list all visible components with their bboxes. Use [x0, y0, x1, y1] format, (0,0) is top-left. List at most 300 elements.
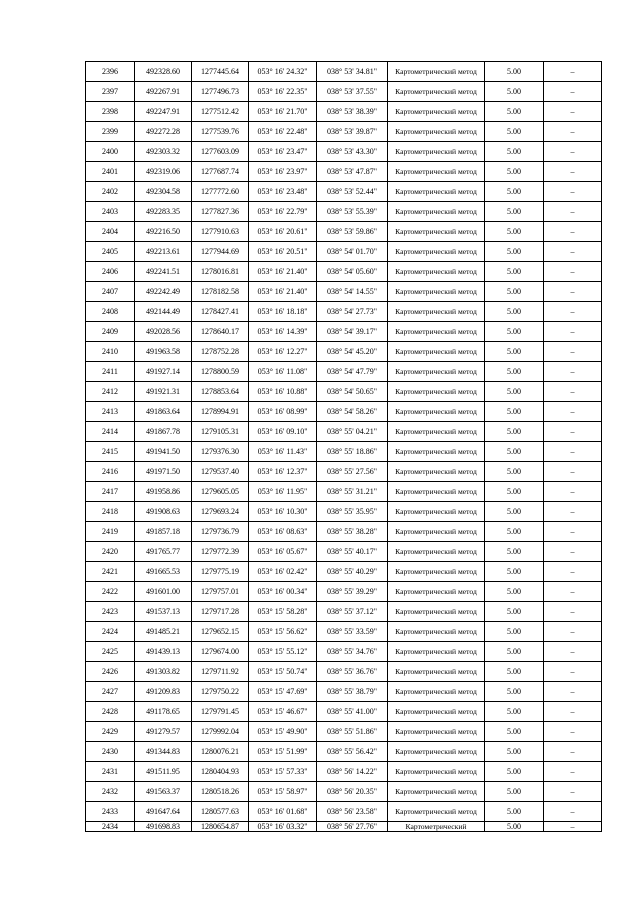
- y-coordinate-cell: 1277512.42: [192, 102, 249, 122]
- longitude-cell: 038° 54' 01.70": [317, 242, 388, 262]
- longitude-cell: 038° 55' 31.21": [317, 482, 388, 502]
- method-cell: Картометрический метод: [388, 182, 485, 202]
- y-coordinate-cell: 1279775.19: [192, 562, 249, 582]
- point-number-cell: 2414: [86, 422, 135, 442]
- accuracy-cell: 5.00: [485, 582, 544, 602]
- point-number-cell: 2426: [86, 662, 135, 682]
- note-cell: –: [544, 242, 602, 262]
- note-cell: –: [544, 342, 602, 362]
- x-coordinate-cell: 491927.14: [135, 362, 192, 382]
- table-row: [86, 722, 602, 742]
- y-coordinate-cell: 1278994.91: [192, 402, 249, 422]
- method-cell: Картометрический метод: [388, 162, 485, 182]
- table-row: [86, 322, 602, 342]
- latitude-cell: 053° 15' 56.62": [249, 622, 317, 642]
- note-cell: –: [544, 362, 602, 382]
- longitude-cell: 038° 55' 39.29": [317, 582, 388, 602]
- note-cell: –: [544, 182, 602, 202]
- method-cell: Картометрический метод: [388, 82, 485, 102]
- y-coordinate-cell: 1279674.00: [192, 642, 249, 662]
- method-cell: Картометрический метод: [388, 342, 485, 362]
- note-cell: –: [544, 802, 602, 822]
- accuracy-cell: 5.00: [485, 822, 544, 832]
- method-cell: Картометрический метод: [388, 762, 485, 782]
- y-coordinate-cell: 1278427.41: [192, 302, 249, 322]
- accuracy-cell: 5.00: [485, 742, 544, 762]
- x-coordinate-cell: 491279.57: [135, 722, 192, 742]
- longitude-cell: 038° 53' 37.55": [317, 82, 388, 102]
- accuracy-cell: 5.00: [485, 682, 544, 702]
- x-coordinate-cell: 491971.50: [135, 462, 192, 482]
- method-cell: Картометрический метод: [388, 542, 485, 562]
- point-number-cell: 2423: [86, 602, 135, 622]
- x-coordinate-cell: 492283.35: [135, 202, 192, 222]
- point-number-cell: 2434: [86, 822, 135, 832]
- latitude-cell: 053° 16' 05.67": [249, 542, 317, 562]
- accuracy-cell: 5.00: [485, 322, 544, 342]
- latitude-cell: 053° 15' 58.97": [249, 782, 317, 802]
- note-cell: –: [544, 422, 602, 442]
- note-cell: –: [544, 442, 602, 462]
- x-coordinate-cell: 491665.53: [135, 562, 192, 582]
- table-row: [86, 462, 602, 482]
- longitude-cell: 038° 53' 59.86": [317, 222, 388, 242]
- y-coordinate-cell: 1279750.22: [192, 682, 249, 702]
- y-coordinate-cell: 1280076.21: [192, 742, 249, 762]
- method-cell: Картометрический метод: [388, 662, 485, 682]
- x-coordinate-cell: 491698.83: [135, 822, 192, 832]
- x-coordinate-cell: 492242.49: [135, 282, 192, 302]
- x-coordinate-cell: 491601.00: [135, 582, 192, 602]
- note-cell: –: [544, 222, 602, 242]
- x-coordinate-cell: 491439.13: [135, 642, 192, 662]
- method-cell: Картометрический метод: [388, 402, 485, 422]
- accuracy-cell: 5.00: [485, 162, 544, 182]
- longitude-cell: 038° 56' 20.35": [317, 782, 388, 802]
- latitude-cell: 053° 15' 58.28": [249, 602, 317, 622]
- accuracy-cell: 5.00: [485, 282, 544, 302]
- method-cell: Картометрический метод: [388, 282, 485, 302]
- y-coordinate-cell: 1277944.69: [192, 242, 249, 262]
- method-cell: Картометрический метод: [388, 682, 485, 702]
- point-number-cell: 2432: [86, 782, 135, 802]
- table-row: [86, 602, 602, 622]
- accuracy-cell: 5.00: [485, 142, 544, 162]
- longitude-cell: 038° 56' 23.58": [317, 802, 388, 822]
- accuracy-cell: 5.00: [485, 62, 544, 82]
- table-row: [86, 182, 602, 202]
- latitude-cell: 053° 16' 22.79": [249, 202, 317, 222]
- table-row: [86, 402, 602, 422]
- x-coordinate-cell: 491178.65: [135, 702, 192, 722]
- note-cell: –: [544, 462, 602, 482]
- longitude-cell: 038° 54' 27.73": [317, 302, 388, 322]
- x-coordinate-cell: 491765.77: [135, 542, 192, 562]
- note-cell: –: [544, 622, 602, 642]
- table-row: [86, 762, 602, 782]
- note-cell: –: [544, 542, 602, 562]
- point-number-cell: 2418: [86, 502, 135, 522]
- note-cell: –: [544, 62, 602, 82]
- x-coordinate-cell: 491511.95: [135, 762, 192, 782]
- point-number-cell: 2431: [86, 762, 135, 782]
- latitude-cell: 053° 15' 46.67": [249, 702, 317, 722]
- longitude-cell: 038° 55' 33.59": [317, 622, 388, 642]
- y-coordinate-cell: 1279992.04: [192, 722, 249, 742]
- accuracy-cell: 5.00: [485, 782, 544, 802]
- method-cell: Картометрический метод: [388, 482, 485, 502]
- note-cell: –: [544, 302, 602, 322]
- note-cell: –: [544, 382, 602, 402]
- method-cell: Картометрический метод: [388, 642, 485, 662]
- table-row: [86, 442, 602, 462]
- point-number-cell: 2424: [86, 622, 135, 642]
- point-number-cell: 2425: [86, 642, 135, 662]
- x-coordinate-cell: 492216.50: [135, 222, 192, 242]
- accuracy-cell: 5.00: [485, 702, 544, 722]
- longitude-cell: 038° 53' 52.44": [317, 182, 388, 202]
- accuracy-cell: 5.00: [485, 462, 544, 482]
- accuracy-cell: 5.00: [485, 82, 544, 102]
- x-coordinate-cell: 492241.51: [135, 262, 192, 282]
- latitude-cell: 053° 16' 09.10": [249, 422, 317, 442]
- accuracy-cell: 5.00: [485, 562, 544, 582]
- latitude-cell: 053° 16' 21.40": [249, 262, 317, 282]
- longitude-cell: 038° 54' 45.20": [317, 342, 388, 362]
- latitude-cell: 053° 16' 02.42": [249, 562, 317, 582]
- latitude-cell: 053° 15' 50.74": [249, 662, 317, 682]
- note-cell: –: [544, 582, 602, 602]
- point-number-cell: 2412: [86, 382, 135, 402]
- table-row: [86, 82, 602, 102]
- point-number-cell: 2413: [86, 402, 135, 422]
- note-cell: –: [544, 282, 602, 302]
- longitude-cell: 038° 56' 27.76": [317, 822, 388, 832]
- table-row: [86, 302, 602, 322]
- y-coordinate-cell: 1277772.60: [192, 182, 249, 202]
- y-coordinate-cell: 1279736.79: [192, 522, 249, 542]
- x-coordinate-cell: 491921.31: [135, 382, 192, 402]
- accuracy-cell: 5.00: [485, 602, 544, 622]
- y-coordinate-cell: 1279711.92: [192, 662, 249, 682]
- y-coordinate-cell: 1277539.76: [192, 122, 249, 142]
- note-cell: –: [544, 122, 602, 142]
- y-coordinate-cell: 1279537.40: [192, 462, 249, 482]
- table-row: [86, 622, 602, 642]
- y-coordinate-cell: 1279772.39: [192, 542, 249, 562]
- point-number-cell: 2403: [86, 202, 135, 222]
- point-number-cell: 2401: [86, 162, 135, 182]
- note-cell: –: [544, 262, 602, 282]
- point-number-cell: 2405: [86, 242, 135, 262]
- y-coordinate-cell: 1280577.63: [192, 802, 249, 822]
- x-coordinate-cell: 491941.50: [135, 442, 192, 462]
- accuracy-cell: 5.00: [485, 482, 544, 502]
- accuracy-cell: 5.00: [485, 622, 544, 642]
- point-number-cell: 2419: [86, 522, 135, 542]
- longitude-cell: 038° 54' 50.65": [317, 382, 388, 402]
- point-number-cell: 2421: [86, 562, 135, 582]
- x-coordinate-cell: 492213.61: [135, 242, 192, 262]
- latitude-cell: 053° 16' 11.43": [249, 442, 317, 462]
- x-coordinate-cell: 491647.64: [135, 802, 192, 822]
- table-row: [86, 742, 602, 762]
- latitude-cell: 053° 16' 21.70": [249, 102, 317, 122]
- y-coordinate-cell: 1279693.24: [192, 502, 249, 522]
- note-cell: –: [544, 642, 602, 662]
- longitude-cell: 038° 53' 55.39": [317, 202, 388, 222]
- accuracy-cell: 5.00: [485, 402, 544, 422]
- point-number-cell: 2409: [86, 322, 135, 342]
- x-coordinate-cell: 492328.60: [135, 62, 192, 82]
- latitude-cell: 053° 16' 24.32": [249, 62, 317, 82]
- longitude-cell: 038° 55' 36.76": [317, 662, 388, 682]
- method-cell: Картометрический метод: [388, 202, 485, 222]
- x-coordinate-cell: 491485.21: [135, 622, 192, 642]
- x-coordinate-cell: 492303.32: [135, 142, 192, 162]
- y-coordinate-cell: 1279757.01: [192, 582, 249, 602]
- note-cell: –: [544, 322, 602, 342]
- method-cell: Картометрический метод: [388, 442, 485, 462]
- point-number-cell: 2402: [86, 182, 135, 202]
- longitude-cell: 038° 55' 38.28": [317, 522, 388, 542]
- longitude-cell: 038° 54' 47.79": [317, 362, 388, 382]
- latitude-cell: 053° 16' 11.95": [249, 482, 317, 502]
- table-row: [86, 562, 602, 582]
- note-cell: –: [544, 562, 602, 582]
- note-cell: –: [544, 82, 602, 102]
- longitude-cell: 038° 53' 39.87": [317, 122, 388, 142]
- method-cell: Картометрический метод: [388, 702, 485, 722]
- note-cell: –: [544, 522, 602, 542]
- accuracy-cell: 5.00: [485, 262, 544, 282]
- accuracy-cell: 5.00: [485, 102, 544, 122]
- y-coordinate-cell: 1277827.36: [192, 202, 249, 222]
- method-cell: Картометрический метод: [388, 742, 485, 762]
- table-row: [86, 582, 602, 602]
- latitude-cell: 053° 16' 12.37": [249, 462, 317, 482]
- latitude-cell: 053° 15' 51.99": [249, 742, 317, 762]
- y-coordinate-cell: 1278752.28: [192, 342, 249, 362]
- x-coordinate-cell: 492304.58: [135, 182, 192, 202]
- latitude-cell: 053° 16' 11.08": [249, 362, 317, 382]
- point-number-cell: 2429: [86, 722, 135, 742]
- latitude-cell: 053° 15' 55.12": [249, 642, 317, 662]
- note-cell: –: [544, 602, 602, 622]
- method-cell: Картометрический метод: [388, 362, 485, 382]
- x-coordinate-cell: 492272.28: [135, 122, 192, 142]
- table-row: [86, 162, 602, 182]
- accuracy-cell: 5.00: [485, 382, 544, 402]
- x-coordinate-cell: 492028.56: [135, 322, 192, 342]
- point-number-cell: 2399: [86, 122, 135, 142]
- accuracy-cell: 5.00: [485, 502, 544, 522]
- point-number-cell: 2420: [86, 542, 135, 562]
- accuracy-cell: 5.00: [485, 122, 544, 142]
- table-row: [86, 422, 602, 442]
- latitude-cell: 053° 16' 08.99": [249, 402, 317, 422]
- method-cell: Картометрический метод: [388, 422, 485, 442]
- method-cell: Картометрический метод: [388, 782, 485, 802]
- point-number-cell: 2428: [86, 702, 135, 722]
- note-cell: –: [544, 742, 602, 762]
- y-coordinate-cell: 1280518.26: [192, 782, 249, 802]
- note-cell: –: [544, 482, 602, 502]
- method-cell: Картометрический метод: [388, 302, 485, 322]
- note-cell: –: [544, 662, 602, 682]
- longitude-cell: 038° 55' 27.56": [317, 462, 388, 482]
- latitude-cell: 053° 16' 20.61": [249, 222, 317, 242]
- y-coordinate-cell: 1277603.09: [192, 142, 249, 162]
- x-coordinate-cell: 491344.83: [135, 742, 192, 762]
- point-number-cell: 2404: [86, 222, 135, 242]
- y-coordinate-cell: 1277910.63: [192, 222, 249, 242]
- x-coordinate-cell: 491563.37: [135, 782, 192, 802]
- table-row: [86, 102, 602, 122]
- x-coordinate-cell: 491958.86: [135, 482, 192, 502]
- longitude-cell: 038° 54' 05.60": [317, 262, 388, 282]
- table-row: [86, 382, 602, 402]
- table-row: [86, 502, 602, 522]
- method-cell: Картометрический метод: [388, 62, 485, 82]
- x-coordinate-cell: 491908.63: [135, 502, 192, 522]
- point-number-cell: 2400: [86, 142, 135, 162]
- latitude-cell: 053° 16' 01.68": [249, 802, 317, 822]
- accuracy-cell: 5.00: [485, 802, 544, 822]
- y-coordinate-cell: 1280404.93: [192, 762, 249, 782]
- table-row: [86, 262, 602, 282]
- longitude-cell: 038° 55' 37.12": [317, 602, 388, 622]
- point-number-cell: 2422: [86, 582, 135, 602]
- point-number-cell: 2408: [86, 302, 135, 322]
- longitude-cell: 038° 53' 38.39": [317, 102, 388, 122]
- note-cell: –: [544, 102, 602, 122]
- y-coordinate-cell: 1280654.87: [192, 822, 249, 832]
- method-cell: Картометрический метод: [388, 242, 485, 262]
- note-cell: –: [544, 402, 602, 422]
- latitude-cell: 053° 16' 00.34": [249, 582, 317, 602]
- method-cell: Картометрический метод: [388, 222, 485, 242]
- x-coordinate-cell: 491857.18: [135, 522, 192, 542]
- table-row: [86, 122, 602, 142]
- accuracy-cell: 5.00: [485, 422, 544, 442]
- y-coordinate-cell: 1278853.64: [192, 382, 249, 402]
- accuracy-cell: 5.00: [485, 442, 544, 462]
- y-coordinate-cell: 1277445.64: [192, 62, 249, 82]
- method-cell: Картометрический метод: [388, 722, 485, 742]
- y-coordinate-cell: 1279105.31: [192, 422, 249, 442]
- note-cell: –: [544, 762, 602, 782]
- table-row: [86, 222, 602, 242]
- longitude-cell: 038° 54' 14.55": [317, 282, 388, 302]
- x-coordinate-cell: 491209.83: [135, 682, 192, 702]
- latitude-cell: 053° 16' 03.32": [249, 822, 317, 832]
- longitude-cell: 038° 55' 38.79": [317, 682, 388, 702]
- table-row: [86, 62, 602, 82]
- method-cell: Картометрический метод: [388, 142, 485, 162]
- table-row: [86, 362, 602, 382]
- table-body: [86, 62, 602, 832]
- point-number-cell: 2415: [86, 442, 135, 462]
- y-coordinate-cell: 1279717.28: [192, 602, 249, 622]
- longitude-cell: 038° 55' 51.86": [317, 722, 388, 742]
- method-cell: Картометрический метод: [388, 322, 485, 342]
- x-coordinate-cell: 492144.49: [135, 302, 192, 322]
- y-coordinate-cell: 1278640.17: [192, 322, 249, 342]
- accuracy-cell: 5.00: [485, 722, 544, 742]
- latitude-cell: 053° 16' 22.35": [249, 82, 317, 102]
- point-number-cell: 2398: [86, 102, 135, 122]
- table-row: [86, 642, 602, 662]
- longitude-cell: 038° 55' 40.17": [317, 542, 388, 562]
- method-cell: Картометрический метод: [388, 522, 485, 542]
- longitude-cell: 038° 54' 39.17": [317, 322, 388, 342]
- table-row: [86, 702, 602, 722]
- accuracy-cell: 5.00: [485, 242, 544, 262]
- x-coordinate-cell: 491963.58: [135, 342, 192, 362]
- y-coordinate-cell: 1279652.15: [192, 622, 249, 642]
- y-coordinate-cell: 1278016.81: [192, 262, 249, 282]
- longitude-cell: 038° 55' 18.86": [317, 442, 388, 462]
- latitude-cell: 053° 16' 18.18": [249, 302, 317, 322]
- y-coordinate-cell: 1279791.45: [192, 702, 249, 722]
- latitude-cell: 053° 16' 14.39": [249, 322, 317, 342]
- x-coordinate-cell: 492319.06: [135, 162, 192, 182]
- longitude-cell: 038° 55' 35.95": [317, 502, 388, 522]
- point-number-cell: 2396: [86, 62, 135, 82]
- x-coordinate-cell: 491863.64: [135, 402, 192, 422]
- longitude-cell: 038° 55' 41.00": [317, 702, 388, 722]
- note-cell: –: [544, 782, 602, 802]
- table-row: [86, 482, 602, 502]
- table-row: [86, 242, 602, 262]
- longitude-cell: 038° 55' 40.29": [317, 562, 388, 582]
- x-coordinate-cell: 492247.91: [135, 102, 192, 122]
- method-cell: Картометрический метод: [388, 502, 485, 522]
- latitude-cell: 053° 16' 21.40": [249, 282, 317, 302]
- latitude-cell: 053° 16' 12.27": [249, 342, 317, 362]
- accuracy-cell: 5.00: [485, 302, 544, 322]
- latitude-cell: 053° 16' 23.97": [249, 162, 317, 182]
- coordinates-table: [85, 61, 602, 832]
- method-cell: Картометрический метод: [388, 102, 485, 122]
- x-coordinate-cell: 491537.13: [135, 602, 192, 622]
- table-row: [86, 802, 602, 822]
- table-row: [86, 522, 602, 542]
- longitude-cell: 038° 53' 47.87": [317, 162, 388, 182]
- longitude-cell: 038° 55' 04.21": [317, 422, 388, 442]
- method-cell: Картометрический метод: [388, 122, 485, 142]
- latitude-cell: 053° 16' 10.88": [249, 382, 317, 402]
- method-cell: Картометрический метод: [388, 382, 485, 402]
- longitude-cell: 038° 53' 43.30": [317, 142, 388, 162]
- note-cell: –: [544, 722, 602, 742]
- accuracy-cell: 5.00: [485, 222, 544, 242]
- accuracy-cell: 5.00: [485, 522, 544, 542]
- method-cell: Картометрический метод: [388, 582, 485, 602]
- coordinates-table-page: [85, 61, 601, 832]
- latitude-cell: 053° 16' 08.63": [249, 522, 317, 542]
- point-number-cell: 2397: [86, 82, 135, 102]
- latitude-cell: 053° 15' 49.90": [249, 722, 317, 742]
- longitude-cell: 038° 54' 58.26": [317, 402, 388, 422]
- y-coordinate-cell: 1279605.05: [192, 482, 249, 502]
- method-cell: Картометрический метод: [388, 262, 485, 282]
- table-row: [86, 282, 602, 302]
- table-row: [86, 202, 602, 222]
- table-row: [86, 342, 602, 362]
- note-cell: –: [544, 162, 602, 182]
